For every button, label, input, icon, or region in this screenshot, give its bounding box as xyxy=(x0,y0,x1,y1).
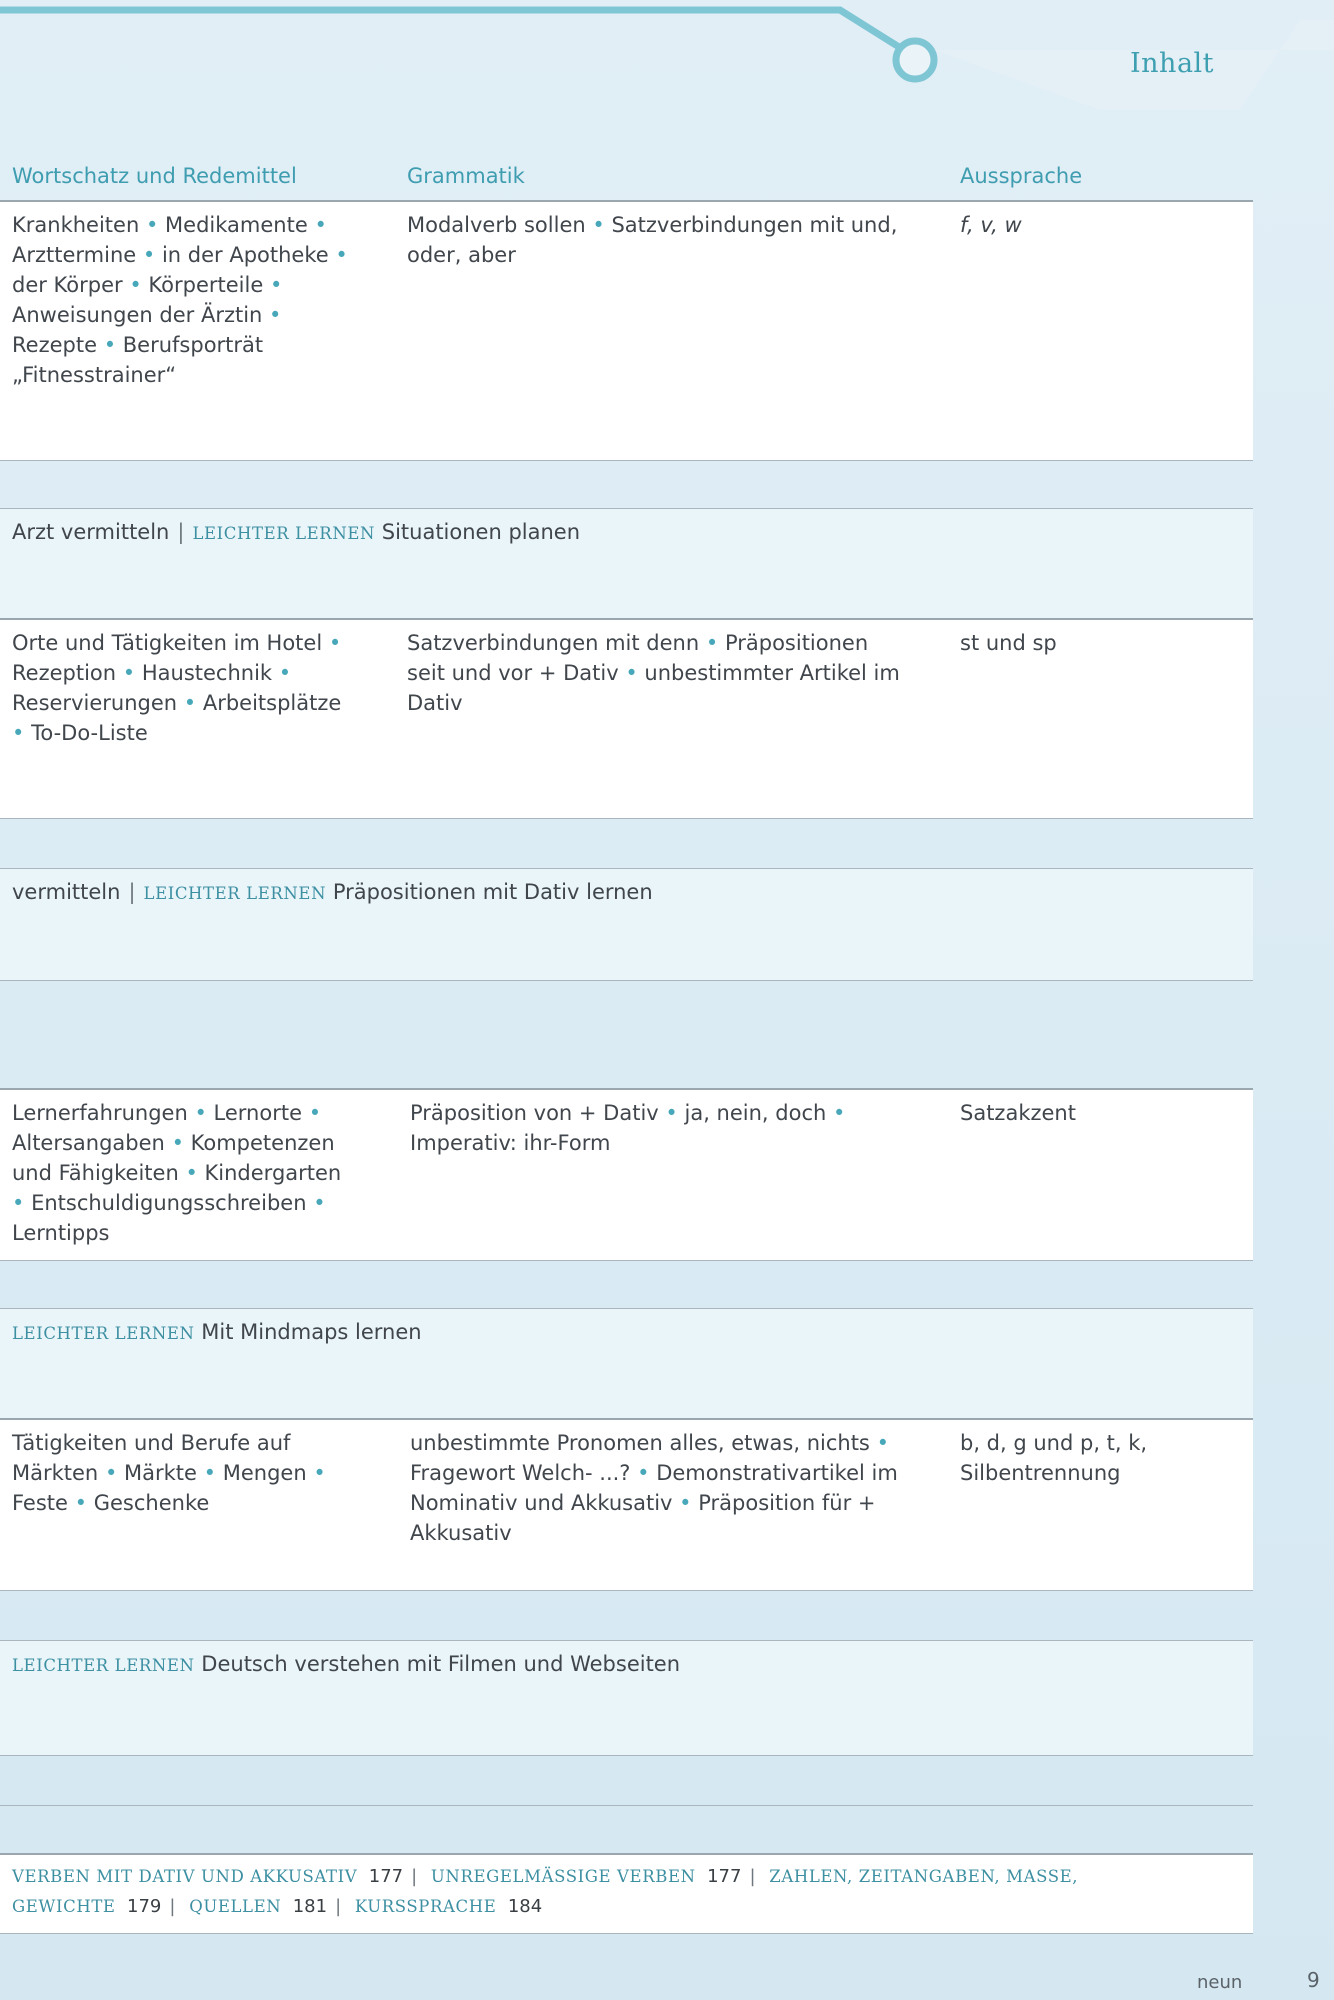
appendix-list: VERBEN MIT DATIV UND AKKUSATIV 177 | UNREGELMÄSSIGE VERBEN 177 | ZAHLEN, ZEITANGABEN, MASSE, GEWICHTE 179 | QUELLEN 181 | KURSSPRACHE 184 xyxy=(12,1866,1079,1917)
band-text: LEICHTER LERNEN Mit Mindmaps lernen xyxy=(12,1320,422,1344)
divider xyxy=(0,1260,1253,1261)
divider xyxy=(0,1640,1253,1641)
divider xyxy=(0,818,1253,819)
grammar-cell: Modalverb sollen • Satzverbindungen mit und, oder, aber xyxy=(407,213,898,267)
vocab-cell: Lernerfahrungen • Lernorte • Altersangaben • Kompetenzen und Fähigkeiten • Kindergarten • Entschuldigungsschreiben • Lerntipps xyxy=(12,1101,342,1245)
grammar-cell: Satzverbindungen mit denn • Präpositionen seit und vor + Dativ • unbestimmter Artikel im Dativ xyxy=(407,631,900,715)
divider xyxy=(0,1590,1253,1591)
grammar-cell: Präposition von + Dativ • ja, nein, doch • Imperativ: ihr-Form xyxy=(410,1101,846,1155)
column-header-vocabulary: Wortschatz und Redemittel xyxy=(12,164,297,188)
divider xyxy=(0,1933,1253,1934)
divider xyxy=(0,1853,1253,1855)
divider xyxy=(0,1805,1253,1806)
divider xyxy=(0,1755,1253,1756)
divider xyxy=(0,508,1253,509)
vocab-cell: Krankheiten • Medikamente • Arzttermine • in der Apotheke • der Körper • Körperteile • Anweisungen der Ärztin • Rezepte • Berufsporträt „Fitnesstrainer“ xyxy=(12,213,348,387)
divider xyxy=(0,1418,1253,1420)
divider xyxy=(0,1088,1253,1090)
divider xyxy=(0,618,1253,620)
divider xyxy=(0,460,1253,461)
pronunciation-cell: Satzakzent xyxy=(960,1101,1076,1125)
divider xyxy=(0,868,1253,869)
pronunciation-cell: b, d, g und p, t, k, Silbentrennung xyxy=(960,1431,1148,1485)
pronunciation-cell: f, v, w xyxy=(960,213,1022,237)
band-text: vermitteln | LEICHTER LERNEN Präpositionen mit Dativ lernen xyxy=(12,880,653,904)
vocab-cell: Orte und Tätigkeiten im Hotel • Rezeption • Haustechnik • Reservierungen • Arbeitsplätze • To-Do-Liste xyxy=(12,631,342,745)
page-title: Inhalt xyxy=(1130,48,1215,79)
divider xyxy=(0,980,1253,981)
band-text: Arzt vermitteln | LEICHTER LERNEN Situationen planen xyxy=(12,520,581,544)
column-header-grammar: Grammatik xyxy=(407,164,525,188)
column-header-pronunciation: Aussprache xyxy=(960,164,1083,188)
divider xyxy=(0,200,1253,202)
page-word: neun xyxy=(1197,1972,1243,1993)
divider xyxy=(0,1308,1253,1309)
pronunciation-cell: st und sp xyxy=(960,631,1057,655)
page-number: 9 xyxy=(1307,1968,1320,1992)
band-text: LEICHTER LERNEN Deutsch verstehen mit Filmen und Webseiten xyxy=(12,1652,681,1676)
grammar-cell: unbestimmte Pronomen alles, etwas, nichts • Fragewort Welch- ...? • Demonstrativartikel im Nominativ und Akkusativ • Präposition für + Akkusativ xyxy=(410,1431,898,1545)
vocab-cell: Tätigkeiten und Berufe auf Märkten • Märkte • Mengen • Feste • Geschenke xyxy=(12,1431,326,1515)
